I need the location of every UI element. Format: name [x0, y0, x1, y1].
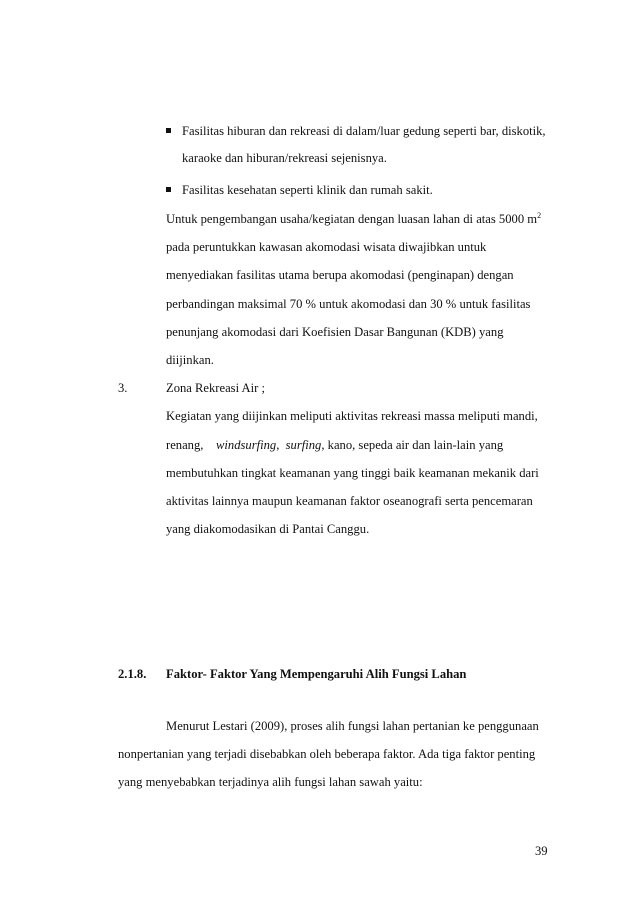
item-3-line-3: membutuhkan tingkat keamanan yang tinggi baik keamanan mekanik dari	[166, 466, 539, 480]
section-para-line-1: Menurut Lestari (2009), proses alih fungsi lahan pertanian ke penggunaan	[166, 719, 539, 733]
bullet-marker	[166, 187, 171, 192]
para-a-line-3: menyediakan fasilitas utama berupa akomodasi (penginapan) dengan	[166, 268, 514, 282]
text-segment: renang,	[166, 438, 204, 452]
text-segment: ,	[276, 438, 280, 452]
para-a-line-2: pada peruntukkan kawasan akomodasi wisata diwajibkan untuk	[166, 240, 487, 254]
page-number: 39	[535, 844, 548, 858]
bullet-2-line-1: Fasilitas kesehatan seperti klinik dan rumah sakit.	[182, 183, 433, 197]
bullet-marker	[166, 128, 171, 133]
superscript: 2	[537, 210, 542, 220]
section-para-line-3: yang menyebabkan terjadinya alih fungsi lahan sawah yaitu:	[118, 775, 423, 789]
item-3-line-2	[166, 437, 503, 453]
italic-term: windsurfing	[216, 438, 277, 452]
para-a-line-1	[166, 211, 541, 227]
section-number: 2.1.8.	[118, 667, 147, 681]
para-a-line-5: penunjang akomodasi dari Koefisien Dasar Bangunan (KDB) yang	[166, 325, 504, 339]
italic-term: surfing	[285, 438, 322, 452]
section-para-line-2: nonpertanian yang terjadi disebabkan oleh beberapa faktor. Ada tiga faktor penting	[118, 747, 536, 761]
text-segment: , kano, sepeda air dan lain-lain yang	[321, 438, 504, 452]
item-3-line-5: yang diakomodasikan di Pantai Canggu.	[166, 522, 370, 536]
item-3-line-4: aktivitas lainnya maupun keamanan faktor oseanografi serta pencemaran	[166, 494, 533, 508]
bullet-1-line-1: Fasilitas hiburan dan rekreasi di dalam/luar gedung seperti bar, diskotik,	[182, 124, 546, 138]
section-title: Faktor- Faktor Yang Mempengaruhi Alih Fungsi Lahan	[166, 667, 467, 681]
item-title: Zona Rekreasi Air ;	[166, 381, 265, 395]
bullet-1-line-2: karaoke dan hiburan/rekreasi sejenisnya.	[182, 151, 387, 165]
para-a-line-1-text: Untuk pengembangan usaha/kegiatan dengan luasan lahan di atas 5000 m	[166, 212, 538, 226]
item-3-line-1: Kegiatan yang diijinkan meliputi aktivitas rekreasi massa meliputi mandi,	[166, 409, 538, 423]
para-a-line-6: diijinkan.	[166, 353, 214, 367]
item-number: 3.	[118, 381, 128, 395]
para-a-line-4: perbandingan maksimal 70 % untuk akomodasi dan 30 % untuk fasilitas	[166, 297, 531, 311]
